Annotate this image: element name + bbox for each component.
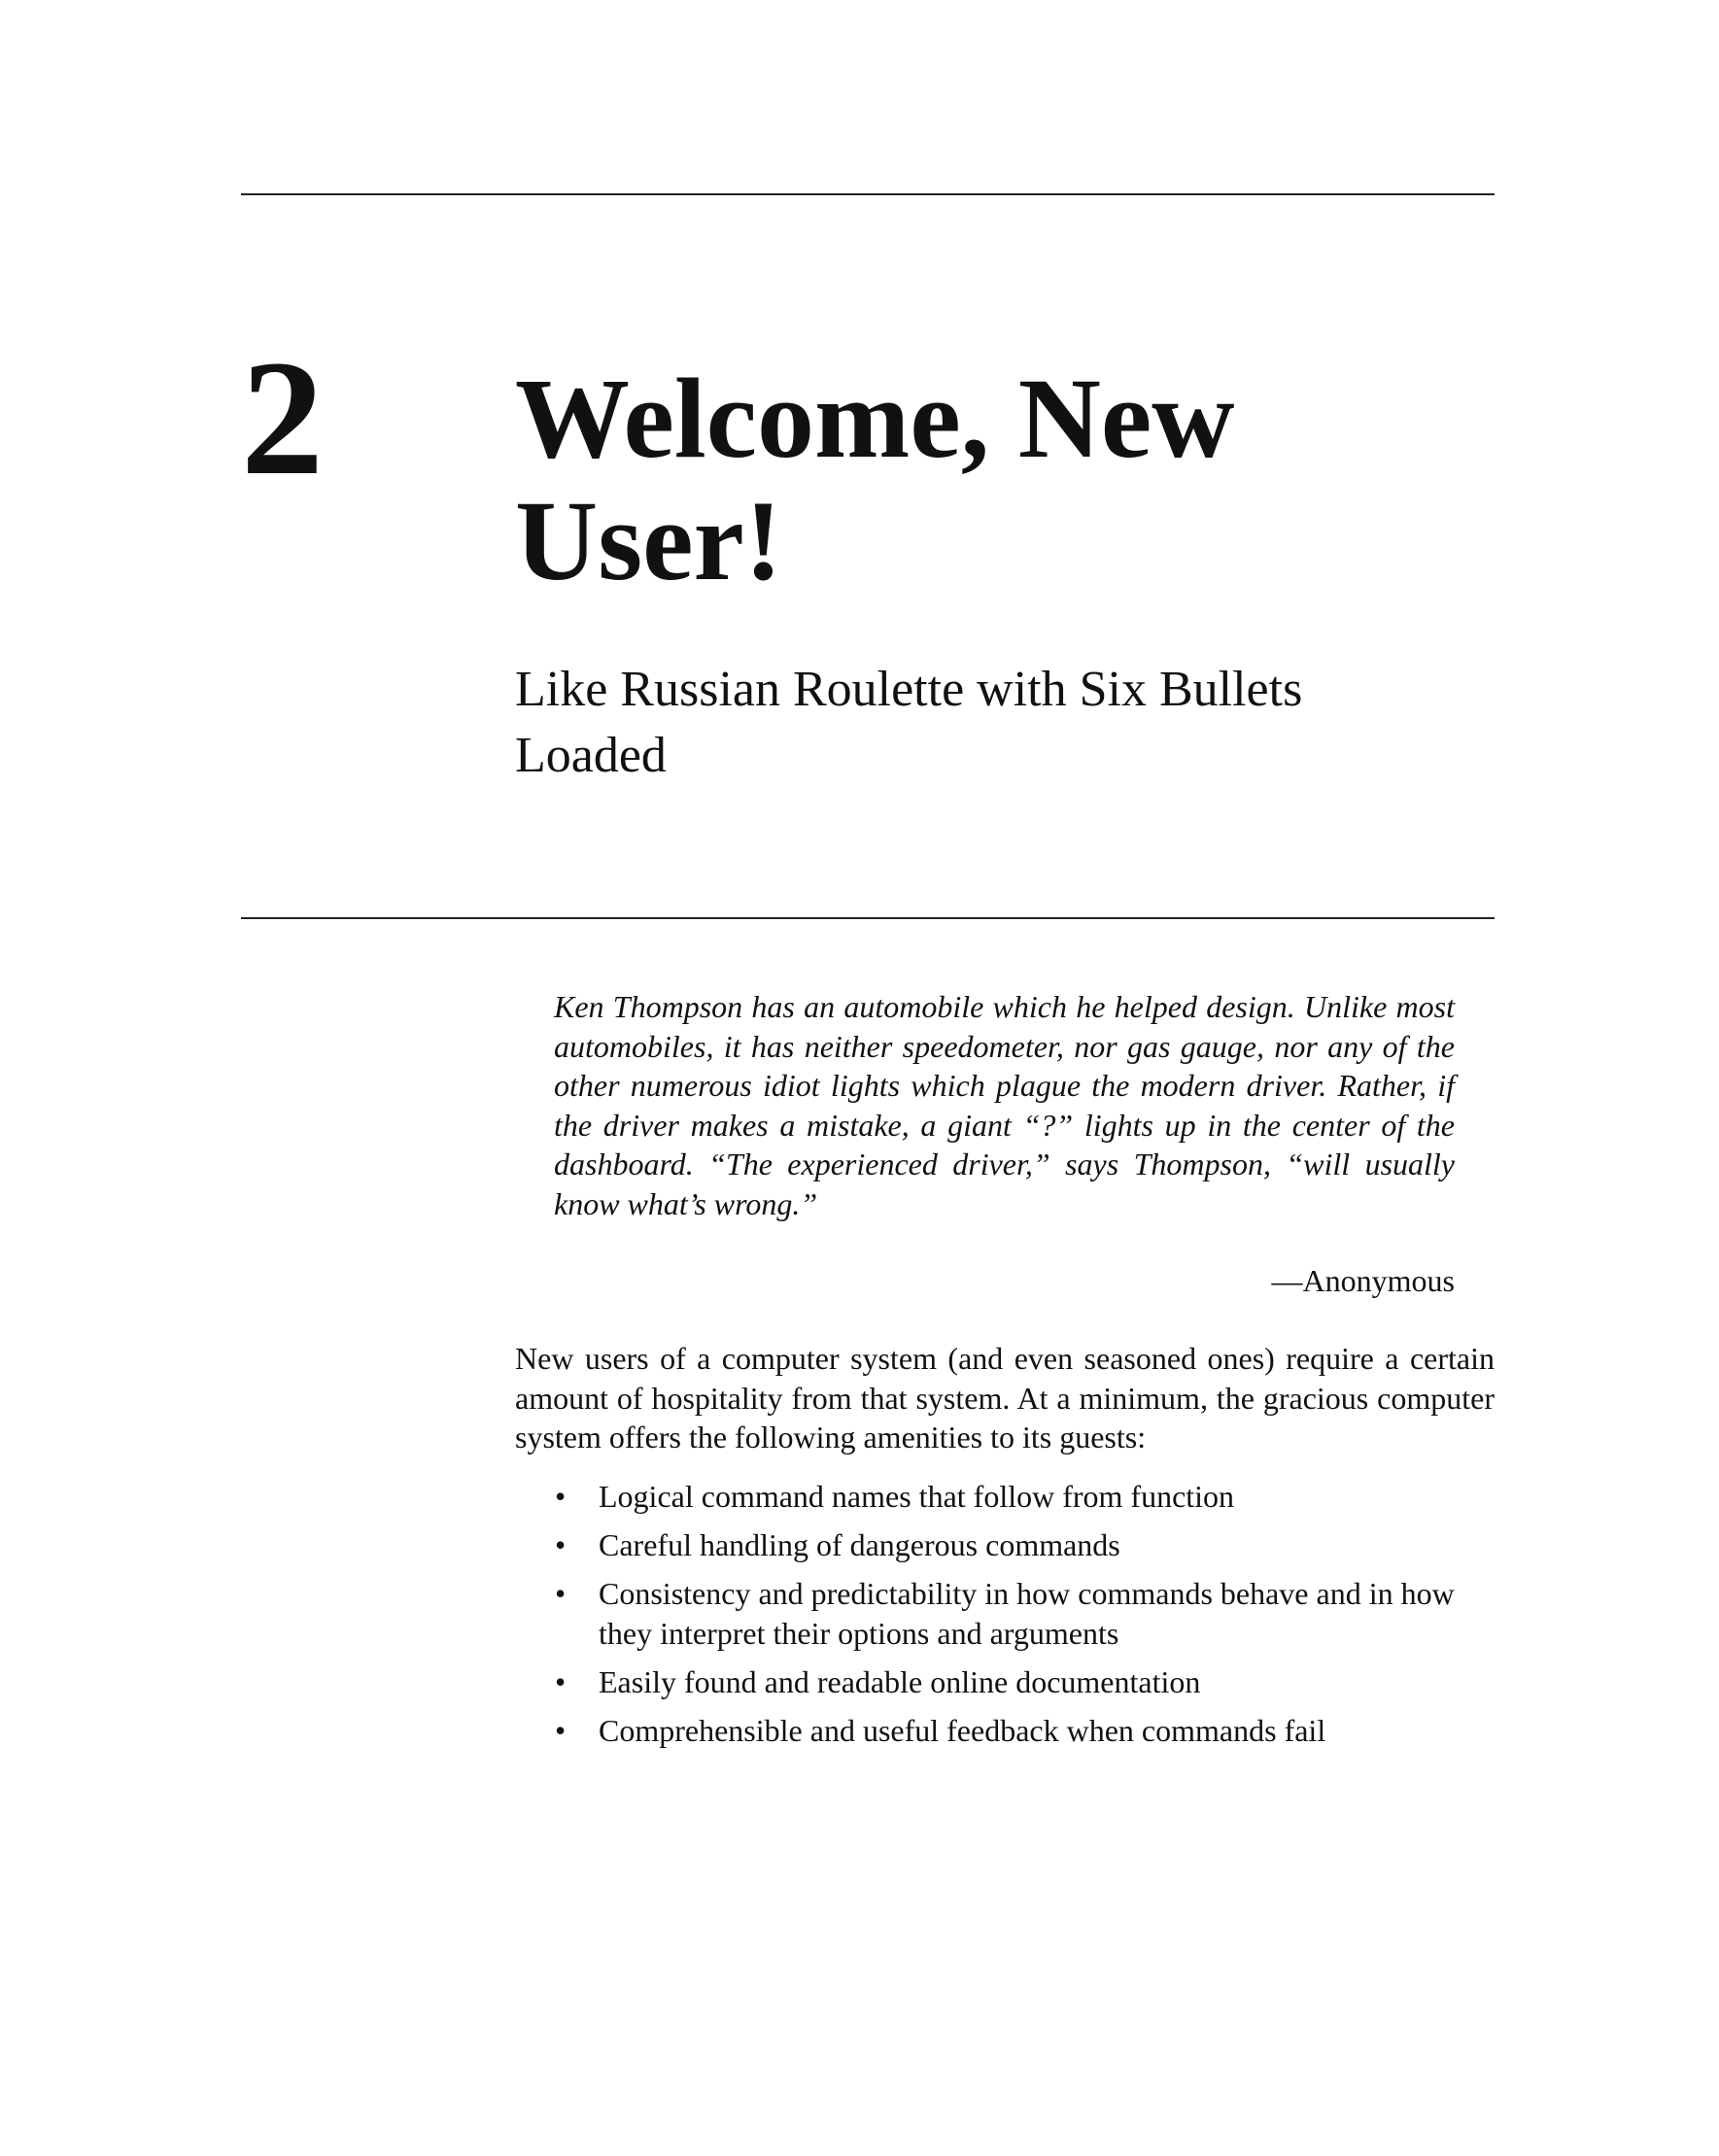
chapter-title-line-1: Welcome, New — [515, 355, 1235, 482]
amenities-list — [515, 1477, 1495, 1760]
list-item-text: Careful handling of dangerous commands — [599, 1527, 1120, 1562]
epigraph-attribution: —Anonymous — [1271, 1263, 1455, 1298]
bullet-icon: • — [555, 1712, 567, 1748]
section-rule — [241, 917, 1495, 919]
list-item-text: Consistency and predictability in how commands behave and in how they interpret their options and arguments — [599, 1576, 1455, 1651]
chapter-number: 2 — [241, 326, 322, 509]
bullet-icon: • — [555, 1663, 567, 1699]
bullet-icon: • — [555, 1479, 567, 1514]
list-item — [515, 1574, 1495, 1653]
list-item-text: Comprehensible and useful feedback when commands fail — [599, 1712, 1326, 1748]
list-item — [515, 1477, 1495, 1517]
top-rule — [241, 193, 1495, 195]
list-item — [515, 1525, 1495, 1565]
chapter-subtitle-line-2: Loaded — [515, 728, 667, 783]
list-item-text: Logical command names that follow from function — [599, 1479, 1235, 1514]
bullet-icon: • — [555, 1527, 567, 1562]
chapter-subtitle-line-1: Like Russian Roulette with Six Bullets — [515, 662, 1303, 717]
chapter-title-line-2: User! — [515, 477, 783, 604]
list-item — [515, 1711, 1495, 1751]
bullet-icon: • — [555, 1576, 567, 1611]
chapter-subtitle — [515, 657, 1487, 789]
chapter-title — [515, 355, 1487, 604]
list-item-text: Easily found and readable online documentation — [599, 1663, 1201, 1699]
epigraph-quote: Ken Thompson has an automobile which he helped design. Unlike most automobiles, it has neither speedometer, nor gas gauge, nor any of the other numerous idiot lights which plague the modern driver. Rather, if the driver makes a mistake, a giant “?” lights up in the center of the dashboard. “The experienced driver,” says Thompson, “will usually know what’s wrong.” — [554, 989, 1455, 1221]
intro-paragraph: New users of a computer system (and even seasoned ones) require a certain amount of hospitality from that system. At a minimum, the gracious computer system offers the following amenities to its guests: — [515, 1341, 1495, 1454]
list-item — [515, 1662, 1495, 1702]
